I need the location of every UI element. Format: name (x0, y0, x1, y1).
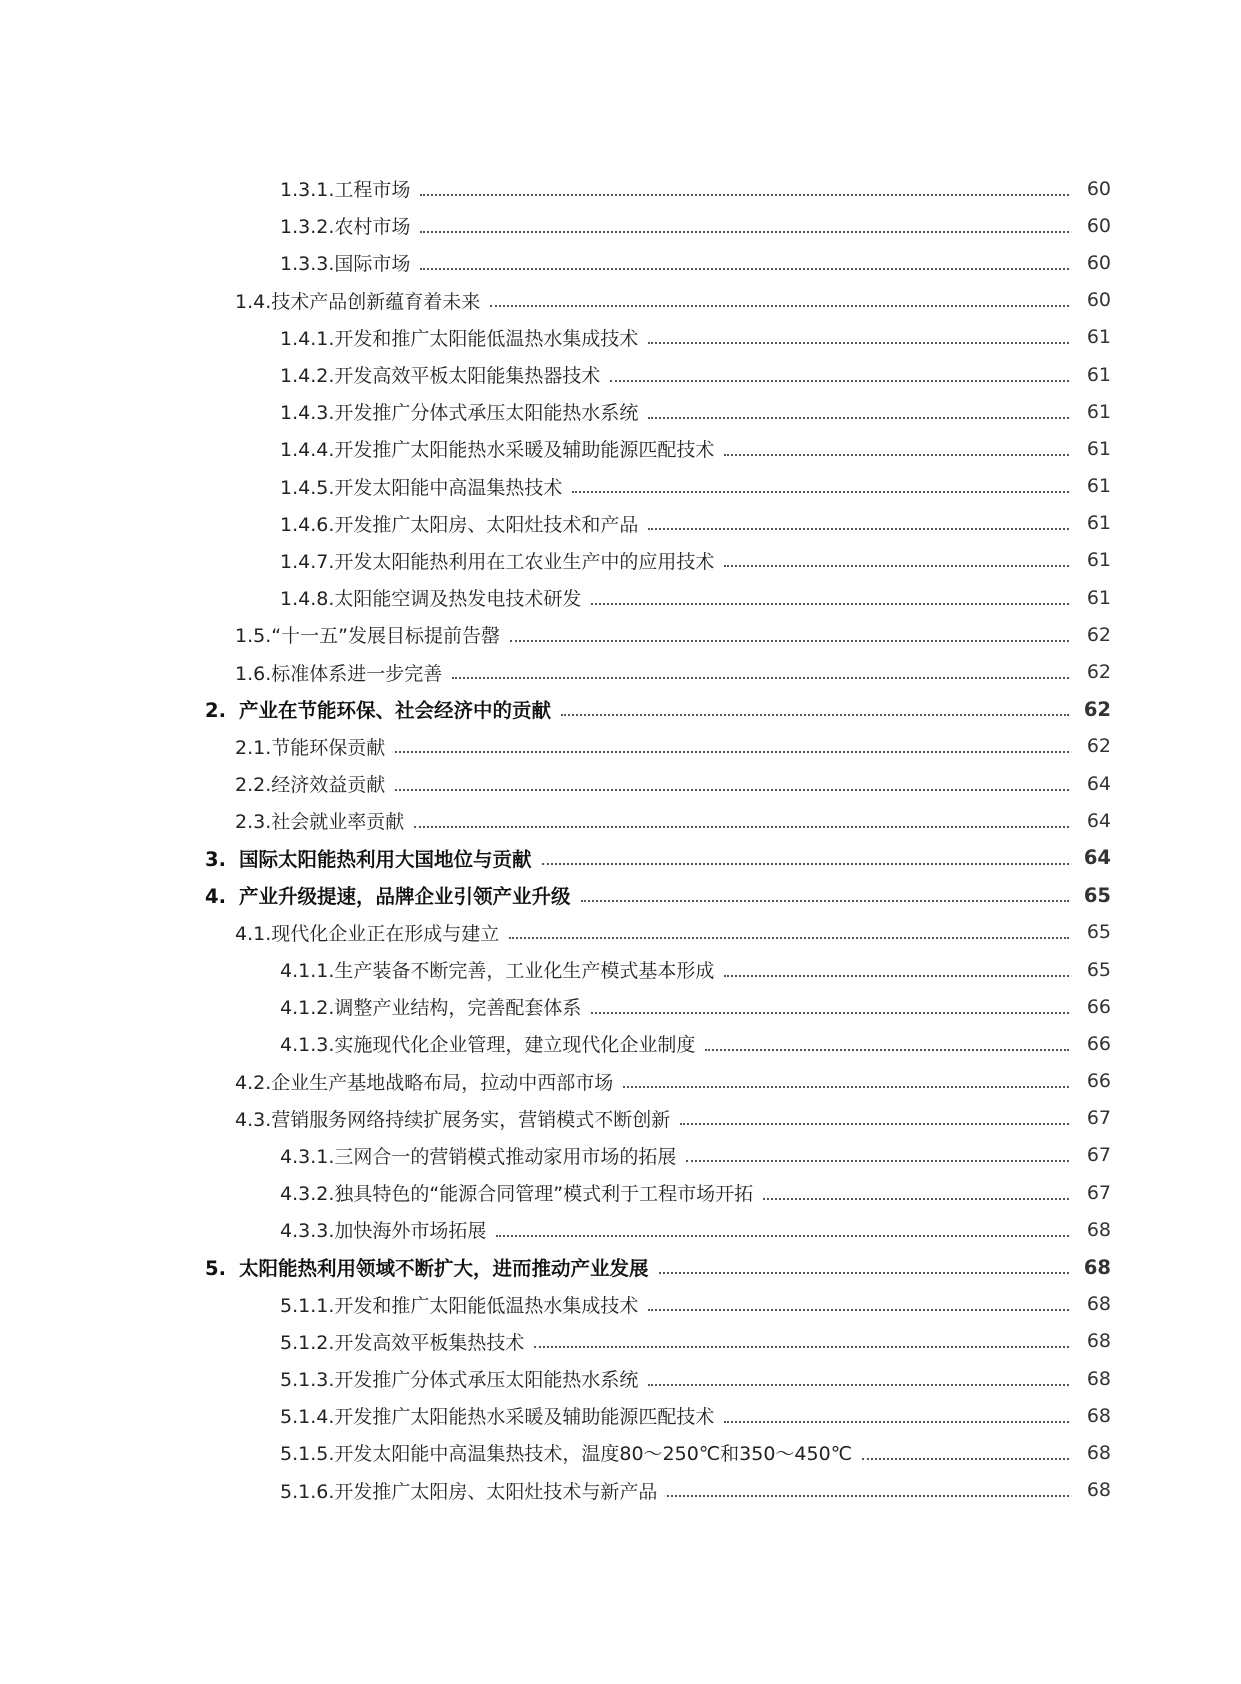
toc-page-number: 61 (1086, 363, 1111, 386)
toc-page-number: 61 (1086, 512, 1111, 535)
dot-leader (510, 638, 1069, 642)
toc-entry-title: 1.4.7.开发太阳能热利用在工农业生产中的应用技术 (280, 550, 715, 573)
toc-page-number: 68 (1083, 1255, 1111, 1279)
dot-leader (705, 1047, 1069, 1051)
toc-entry[interactable] (0, 282, 1241, 319)
toc-page-number: 68 (1086, 1404, 1111, 1427)
toc-page-number: 64 (1086, 809, 1111, 832)
toc-entry-title: 4.1.现代化企业正在形成与建立 (235, 922, 500, 945)
toc-entry[interactable] (0, 765, 1241, 802)
dot-leader (610, 378, 1069, 382)
toc-page-number: 68 (1086, 1441, 1111, 1464)
toc-entry[interactable] (0, 1137, 1241, 1174)
toc-entry-title: 4.2.企业生产基地战略布局，拉动中西部市场 (235, 1071, 614, 1094)
toc-page-number: 66 (1086, 995, 1111, 1018)
toc-entry[interactable] (0, 1323, 1241, 1360)
toc-page-number: 67 (1086, 1107, 1111, 1130)
toc-page-number: 68 (1086, 1330, 1111, 1353)
dot-leader (648, 1307, 1069, 1311)
toc-page-number: 67 (1086, 1144, 1111, 1167)
toc-chapter-number: 5. (205, 1257, 226, 1281)
toc-page-number: 66 (1086, 1070, 1111, 1093)
toc-entry[interactable] (0, 505, 1241, 542)
toc-entry-title: 5.1.3.开发推广分体式承压太阳能热水系统 (280, 1369, 639, 1392)
toc-entry-title: 1.4.1.开发和推广太阳能低温热水集成技术 (280, 327, 639, 350)
toc-entry-title: 1.4.4.开发推广太阳能热水采暖及辅助能源匹配技术 (280, 439, 715, 462)
toc-entry-title (205, 695, 561, 723)
toc-entry[interactable] (0, 728, 1241, 765)
dot-leader (420, 229, 1069, 233)
toc-entry-title: 4.3.2.独具特色的“能源合同管理”模式利于工程市场开拓 (280, 1183, 754, 1206)
toc-page-number: 60 (1086, 177, 1111, 200)
dot-leader (648, 526, 1069, 530)
toc-page-number: 62 (1083, 697, 1111, 721)
dot-leader (534, 1344, 1069, 1348)
toc-entry[interactable] (0, 579, 1241, 616)
dot-leader (395, 749, 1069, 753)
toc-page-number: 65 (1086, 921, 1111, 944)
toc-page-number: 61 (1086, 437, 1111, 460)
toc-page-number: 61 (1086, 326, 1111, 349)
dot-leader (648, 415, 1069, 419)
toc-page-number: 62 (1086, 735, 1111, 758)
dot-leader (680, 1121, 1069, 1125)
toc-entry-title: 4.1.2.调整产业结构，完善配套体系 (280, 997, 582, 1020)
toc-entry-title: 1.4.6.开发推广太阳房、太阳灶技术和产品 (280, 513, 639, 536)
toc-entry-title: 4.1.3.实施现代化企业管理，建立现代化企业制度 (280, 1034, 696, 1057)
dot-leader (395, 787, 1069, 791)
dot-leader (862, 1456, 1069, 1460)
toc-entry-title: 1.4.5.开发太阳能中高温集热技术 (280, 476, 563, 499)
toc-page-number: 60 (1086, 251, 1111, 274)
toc-entry-title (205, 844, 542, 872)
toc-page-number: 67 (1086, 1181, 1111, 1204)
dot-leader (420, 266, 1069, 270)
toc-entry[interactable] (0, 430, 1241, 467)
dot-leader (724, 1419, 1069, 1423)
dot-leader (659, 1270, 1069, 1274)
toc-entry[interactable] (0, 1174, 1241, 1211)
toc-entry[interactable] (0, 839, 1241, 876)
dot-leader (490, 303, 1069, 307)
dot-leader (591, 1010, 1069, 1014)
toc-page-number: 60 (1086, 214, 1111, 237)
toc-page-number: 64 (1086, 772, 1111, 795)
toc-entry-title: 5.1.4.开发推广太阳能热水采暖及辅助能源匹配技术 (280, 1406, 715, 1429)
dot-leader (561, 712, 1069, 716)
toc-chapter-number: 2. (205, 699, 226, 723)
toc-chapter-title: 太阳能热利用领域不断扩大，进而推动产业发展 (239, 1257, 649, 1281)
dot-leader (414, 824, 1069, 828)
toc-entry[interactable] (0, 207, 1241, 244)
toc-entry[interactable] (0, 1397, 1241, 1434)
toc-entry[interactable] (0, 319, 1241, 356)
dot-leader (591, 601, 1069, 605)
toc-entry[interactable] (0, 1286, 1241, 1323)
toc-entry[interactable] (0, 653, 1241, 690)
toc-entry[interactable] (0, 951, 1241, 988)
dot-leader (763, 1196, 1069, 1200)
toc-entry[interactable] (0, 542, 1241, 579)
toc-entry-title: 4.3.1.三网合一的营销模式推动家用市场的拓展 (280, 1145, 677, 1168)
toc-entry[interactable] (0, 988, 1241, 1025)
dot-leader (724, 563, 1069, 567)
toc-entry-title: 1.4.2.开发高效平板太阳能集热器技术 (280, 365, 601, 388)
toc-entry[interactable] (0, 1100, 1241, 1137)
dot-leader (496, 1233, 1069, 1237)
toc-page-number: 61 (1086, 475, 1111, 498)
toc-entry[interactable] (0, 877, 1241, 914)
toc-page-number: 62 (1086, 623, 1111, 646)
toc-entry-title: 5.1.1.开发和推广太阳能低温热水集成技术 (280, 1294, 639, 1317)
toc-entry[interactable] (0, 1063, 1241, 1100)
toc-entry-title: 2.1.节能环保贡献 (235, 736, 386, 759)
dot-leader (623, 1084, 1069, 1088)
dot-leader (452, 675, 1069, 679)
dot-leader (648, 340, 1069, 344)
dot-leader (724, 452, 1069, 456)
toc-entry-title: 1.3.2.农村市场 (280, 216, 411, 239)
toc-page-number: 65 (1083, 883, 1111, 907)
toc-chapter-number: 4. (205, 885, 226, 909)
toc-page-number: 68 (1086, 1479, 1111, 1502)
toc-page-number: 66 (1086, 1032, 1111, 1055)
toc-entry[interactable] (0, 170, 1241, 207)
toc-page-number: 61 (1086, 586, 1111, 609)
toc-entry-title: 4.3.营销服务网络持续扩展务实，营销模式不断创新 (235, 1108, 671, 1131)
toc-entry[interactable] (0, 914, 1241, 951)
toc-entry[interactable] (0, 1248, 1241, 1285)
toc-entry[interactable] (0, 1434, 1241, 1471)
dot-leader (420, 192, 1069, 196)
toc-entry-title: 1.4.8.太阳能空调及热发电技术研发 (280, 588, 582, 611)
toc-page-number: 64 (1083, 846, 1111, 870)
toc-chapter-number: 3. (205, 847, 226, 871)
dot-leader (509, 935, 1069, 939)
toc-entry[interactable] (0, 802, 1241, 839)
toc-entry-title: 1.3.3.国际市场 (280, 253, 411, 276)
toc-entry-title (205, 1253, 659, 1281)
toc-entry[interactable] (0, 356, 1241, 393)
toc-entry[interactable] (0, 1360, 1241, 1397)
toc-page-number: 68 (1086, 1367, 1111, 1390)
toc-entry[interactable] (0, 1211, 1241, 1248)
toc-entry-title: 1.4.技术产品创新蕴育着未来 (235, 290, 481, 313)
toc-entry[interactable] (0, 1025, 1241, 1062)
toc-entry-title: 1.3.1.工程市场 (280, 179, 411, 202)
dot-leader (581, 898, 1069, 902)
toc-entry-title: 5.1.2.开发高效平板集热技术 (280, 1331, 525, 1354)
toc-entry-title: 5.1.6.开发推广太阳房、太阳灶技术与新产品 (280, 1480, 658, 1503)
dot-leader (648, 1382, 1069, 1386)
toc-entry-title (205, 881, 581, 909)
toc-page-number: 68 (1086, 1218, 1111, 1241)
toc-entry[interactable] (0, 244, 1241, 281)
dot-leader (572, 489, 1069, 493)
dot-leader (724, 973, 1069, 977)
toc-chapter-title: 国际太阳能热利用大国地位与贡献 (239, 847, 532, 871)
toc-entry-title: 1.4.3.开发推广分体式承压太阳能热水系统 (280, 402, 639, 425)
toc-entry[interactable] (0, 616, 1241, 653)
toc-entry-title: 4.3.3.加快海外市场拓展 (280, 1220, 487, 1243)
table-of-contents (0, 170, 1241, 1509)
dot-leader (667, 1493, 1069, 1497)
toc-entry-title: 4.1.1.生产装备不断完善，工业化生产模式基本形成 (280, 960, 715, 983)
dot-leader (542, 861, 1069, 865)
toc-page-number: 60 (1086, 289, 1111, 312)
toc-chapter-title: 产业在节能环保、社会经济中的贡献 (239, 699, 552, 723)
toc-page-number: 68 (1086, 1293, 1111, 1316)
toc-entry[interactable] (0, 393, 1241, 430)
toc-chapter-title: 产业升级提速，品牌企业引领产业升级 (239, 885, 571, 909)
toc-entry[interactable] (0, 468, 1241, 505)
toc-page-number: 65 (1086, 958, 1111, 981)
toc-entry-title: 5.1.5.开发太阳能中高温集热技术，温度80～250℃和350～450℃ (280, 1443, 853, 1466)
toc-entry-title: 2.2.经济效益贡献 (235, 774, 386, 797)
toc-page-number: 62 (1086, 661, 1111, 684)
dot-leader (686, 1158, 1069, 1162)
toc-entry-title: 1.6.标准体系进一步完善 (235, 662, 443, 685)
toc-entry-title: 1.5.“十一五”发展目标提前告罄 (235, 625, 500, 648)
toc-entry[interactable] (0, 1472, 1241, 1509)
toc-entry-title: 2.3.社会就业率贡献 (235, 811, 405, 834)
toc-page-number: 61 (1086, 549, 1111, 572)
toc-entry[interactable] (0, 691, 1241, 728)
toc-page-number: 61 (1086, 400, 1111, 423)
